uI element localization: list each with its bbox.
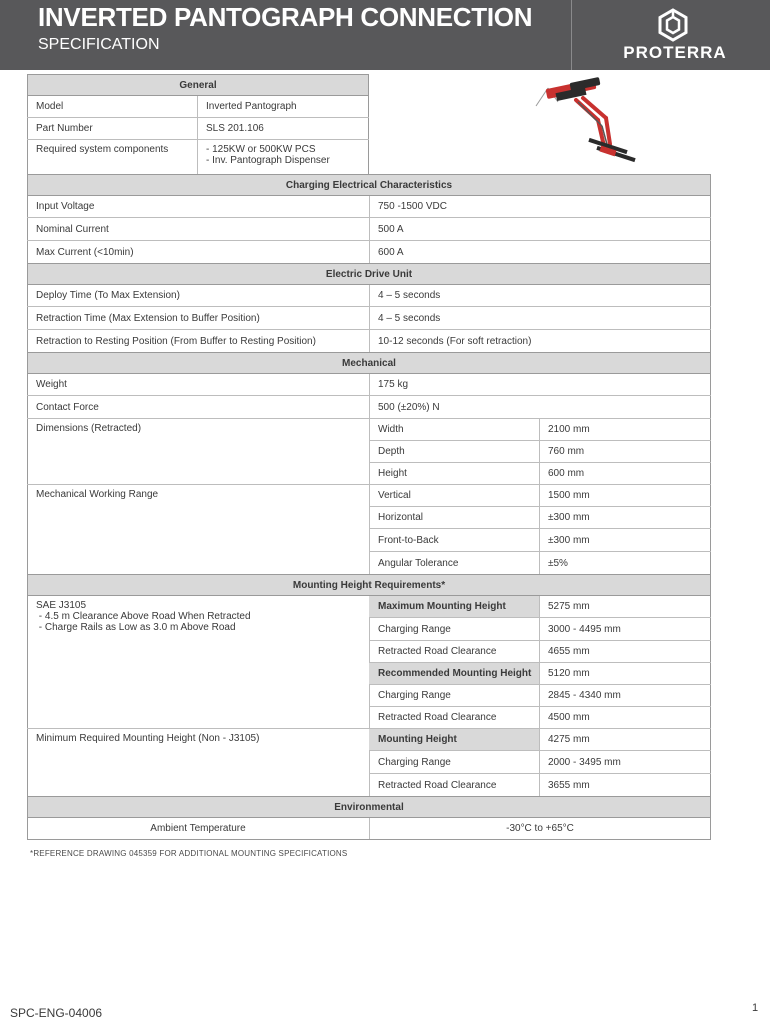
sae-standard: SAE J3105 bbox=[36, 600, 87, 611]
spec-label: Input Voltage bbox=[36, 201, 95, 212]
table-row bbox=[27, 140, 369, 174]
mounting-name: Charging Range bbox=[378, 690, 451, 701]
mounting-name: Retracted Road Clearance bbox=[378, 779, 497, 791]
document-title: INVERTED PANTOGRAPH CONNECTION bbox=[38, 2, 533, 32]
spec-value: 500 (±20%) N bbox=[378, 401, 440, 413]
component-line: - Inv. Pantograph Dispenser bbox=[206, 155, 330, 166]
page-header bbox=[0, 0, 770, 70]
dimensions-group bbox=[27, 419, 369, 485]
section-heading-mechanical: Mechanical bbox=[27, 352, 711, 374]
dimension-name: Width bbox=[378, 424, 404, 435]
table-row bbox=[369, 774, 711, 796]
dimension-name: Height bbox=[378, 468, 407, 479]
range-name: Horizontal bbox=[378, 512, 424, 523]
sae-requirement: - Charge Rails as Low as 3.0 m Above Road bbox=[36, 622, 236, 633]
range-name: Vertical bbox=[378, 490, 411, 501]
range-name: Angular Tolerance bbox=[378, 557, 459, 569]
document-number: SPC-ENG-04006 bbox=[10, 1006, 103, 1020]
range-value: ±300 mm bbox=[548, 534, 590, 546]
table-row bbox=[27, 374, 711, 396]
table-row bbox=[369, 552, 711, 574]
range-name: Front-to-Back bbox=[378, 534, 439, 546]
range-value: 1500 mm bbox=[548, 490, 590, 501]
table-row bbox=[27, 241, 711, 263]
dimension-value: 760 mm bbox=[548, 446, 585, 457]
table-row bbox=[369, 463, 711, 485]
mounting-value: 5120 mm bbox=[548, 668, 590, 679]
brand-name: PROTERRA bbox=[623, 43, 727, 62]
table-row bbox=[369, 618, 711, 641]
spec-value: 10-12 seconds (For soft retraction) bbox=[378, 335, 532, 347]
non-sae-group bbox=[27, 729, 369, 796]
section-heading-general: General bbox=[27, 74, 369, 96]
range-value: ±300 mm bbox=[548, 512, 590, 523]
page-number: 1 bbox=[752, 1002, 759, 1014]
table-row bbox=[369, 641, 711, 663]
mounting-value: 3655 mm bbox=[548, 779, 590, 791]
dimension-value: 2100 mm bbox=[548, 424, 590, 435]
spec-label: Deploy Time (To Max Extension) bbox=[36, 290, 180, 301]
mounting-value: 4275 mm bbox=[548, 734, 590, 745]
spec-label: Nominal Current bbox=[36, 223, 109, 235]
table-row bbox=[369, 596, 711, 618]
mounting-value: 4500 mm bbox=[548, 712, 590, 723]
reference-footnote: *REFERENCE DRAWING 045359 FOR ADDITIONAL MOUNTING SPECIFICATIONS bbox=[30, 849, 348, 858]
spec-value: SLS 201.106 bbox=[206, 123, 264, 134]
table-row bbox=[369, 707, 711, 729]
spec-value: 4 – 5 seconds bbox=[378, 312, 441, 324]
spec-value: 600 A bbox=[378, 246, 404, 258]
mounting-name: Charging Range bbox=[378, 756, 451, 768]
mounting-name: Retracted Road Clearance bbox=[378, 712, 497, 723]
table-row bbox=[369, 729, 711, 751]
sae-requirement: - 4.5 m Clearance Above Road When Retracted bbox=[36, 611, 251, 622]
mounting-name: Charging Range bbox=[378, 623, 451, 635]
spec-label: Required system components bbox=[36, 144, 169, 155]
spec-value: 750 -1500 VDC bbox=[378, 201, 447, 212]
pantograph-illustration bbox=[528, 76, 648, 176]
header-divider bbox=[571, 0, 572, 70]
mounting-height-heading: Maximum Mounting Height bbox=[369, 596, 539, 617]
mounting-height-heading: Recommended Mounting Height bbox=[369, 663, 539, 684]
table-row bbox=[369, 419, 711, 441]
spec-value bbox=[197, 140, 369, 174]
spec-label: Minimum Required Mounting Height (Non - J3105) bbox=[36, 733, 260, 744]
table-row bbox=[369, 485, 711, 507]
spec-label: Part Number bbox=[36, 123, 93, 134]
document-subtitle: SPECIFICATION bbox=[38, 36, 160, 53]
mounting-height-heading: Mounting Height bbox=[369, 729, 539, 750]
table-row bbox=[369, 529, 711, 552]
spec-label: Max Current (<10min) bbox=[36, 246, 134, 258]
table-row bbox=[27, 96, 369, 118]
mounting-value: 3000 - 4495 mm bbox=[548, 623, 621, 635]
table-row bbox=[27, 330, 711, 352]
mounting-value: 2000 - 3495 mm bbox=[548, 756, 621, 768]
spec-label: Dimensions (Retracted) bbox=[36, 423, 142, 434]
section-heading-environmental: Environmental bbox=[27, 796, 711, 818]
range-value: ±5% bbox=[548, 557, 568, 569]
spec-label: Retraction to Resting Position (From Buffer to Resting Position) bbox=[36, 335, 316, 347]
table-row bbox=[27, 118, 369, 140]
section-heading-mounting: Mounting Height Requirements* bbox=[27, 574, 711, 596]
spec-value: Inverted Pantograph bbox=[206, 101, 297, 112]
table-row bbox=[369, 685, 711, 707]
component-line: - 125KW or 500KW PCS bbox=[206, 144, 316, 155]
dimension-value: 600 mm bbox=[548, 468, 585, 479]
spec-label: Contact Force bbox=[36, 401, 99, 413]
proterra-logo-icon bbox=[656, 8, 690, 42]
mounting-value: 5275 mm bbox=[548, 601, 590, 612]
table-row bbox=[27, 196, 711, 218]
dimension-name: Depth bbox=[378, 446, 405, 457]
mounting-name: Retracted Road Clearance bbox=[378, 646, 497, 657]
sae-note bbox=[27, 596, 251, 728]
working-range-group bbox=[27, 485, 369, 574]
spec-value: -30°C to +65°C bbox=[506, 823, 574, 834]
table-row bbox=[27, 396, 711, 419]
spec-value: 175 kg bbox=[378, 379, 409, 390]
spec-label: Model bbox=[36, 101, 64, 112]
table-row bbox=[369, 441, 711, 463]
mounting-value: 4655 mm bbox=[548, 646, 590, 657]
spec-label: Ambient Temperature bbox=[150, 823, 246, 834]
table-row bbox=[27, 818, 711, 839]
sae-group bbox=[27, 596, 369, 729]
table-row bbox=[369, 507, 711, 529]
table-row bbox=[27, 307, 711, 330]
section-heading-electrical: Charging Electrical Characteristics bbox=[27, 174, 711, 196]
spec-label: Retraction Time (Max Extension to Buffer Position) bbox=[36, 312, 260, 324]
spec-label: Weight bbox=[36, 379, 67, 390]
table-row bbox=[369, 751, 711, 774]
table-row bbox=[27, 218, 711, 241]
table-row bbox=[27, 285, 711, 307]
section-heading-drive: Electric Drive Unit bbox=[27, 263, 711, 285]
mounting-value: 2845 - 4340 mm bbox=[548, 690, 621, 701]
spec-label: Mechanical Working Range bbox=[36, 489, 159, 500]
table-row bbox=[369, 663, 711, 685]
spec-value: 500 A bbox=[378, 223, 404, 235]
spec-value: 4 – 5 seconds bbox=[378, 290, 441, 301]
